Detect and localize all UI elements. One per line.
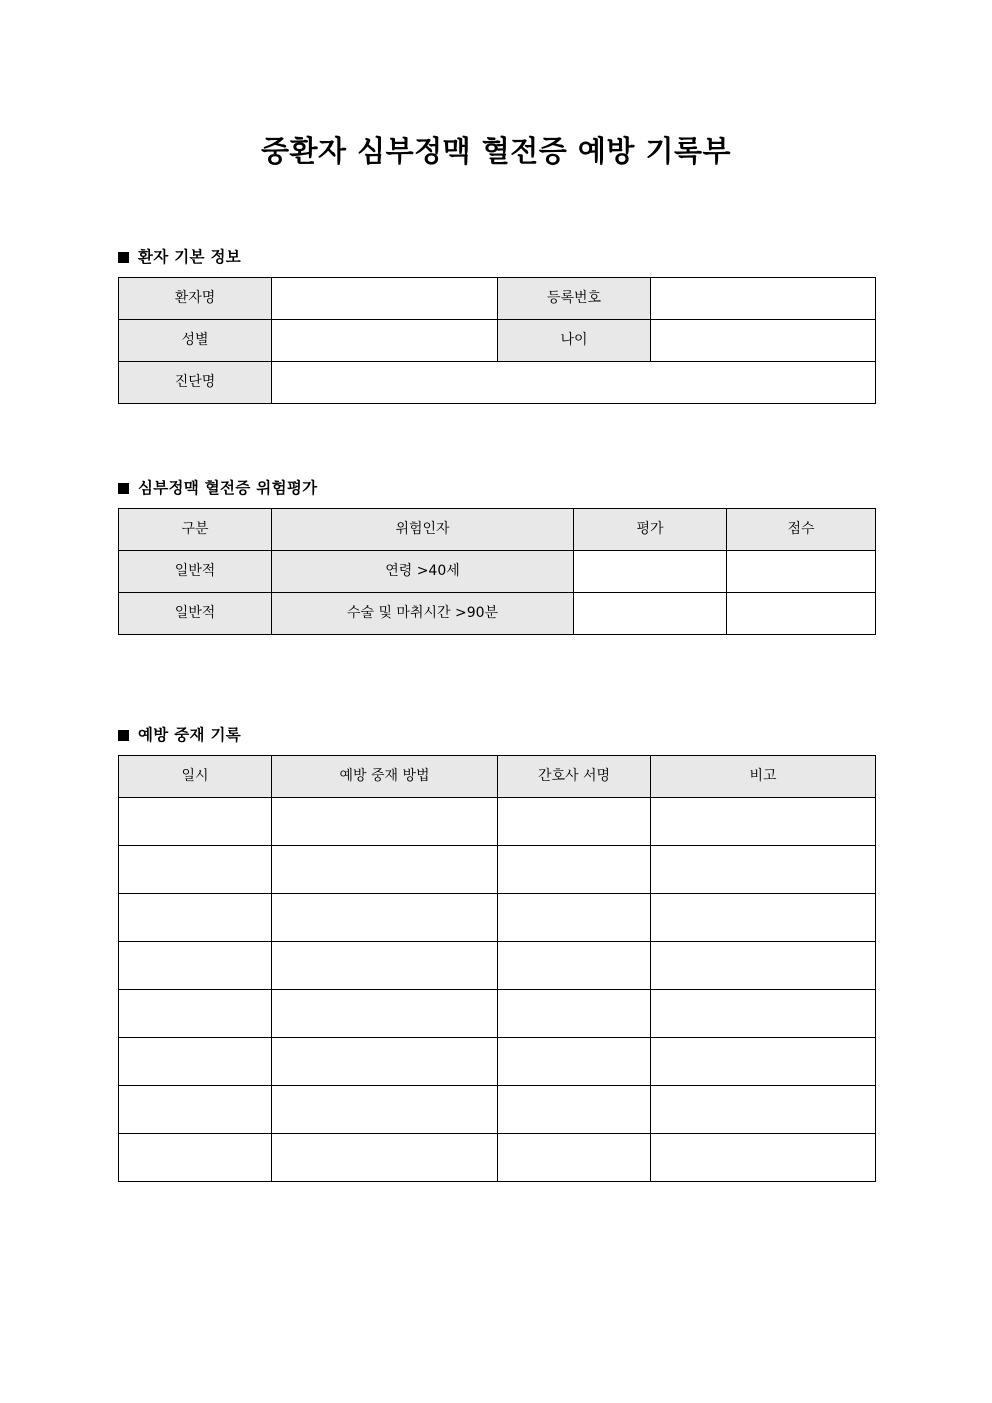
cell-method[interactable]: [272, 989, 498, 1037]
cell-datetime[interactable]: [119, 1037, 272, 1085]
column-header-evaluation: 평가: [574, 508, 727, 550]
cell-method[interactable]: [272, 1037, 498, 1085]
cell-note[interactable]: [651, 893, 876, 941]
section-heading-intervention-record: [118, 726, 878, 745]
section-patient-info: [118, 248, 878, 404]
cell-datetime[interactable]: [119, 797, 272, 845]
field-label-gender: 성별: [119, 319, 272, 361]
cell-note[interactable]: [651, 845, 876, 893]
cell-risk-factor: 수술 및 마취시간 >90분: [272, 592, 574, 634]
section-heading-label: 환자 기본 정보: [138, 248, 242, 266]
cell-nurse-signature[interactable]: [498, 797, 651, 845]
table-row: [119, 1133, 876, 1181]
field-value-age[interactable]: [651, 319, 876, 361]
table-row: [119, 550, 876, 592]
section-intervention-record: [118, 726, 878, 1182]
cell-datetime[interactable]: [119, 989, 272, 1037]
page-title: 중환자 심부정맥 혈전증 예방 기록부: [260, 134, 732, 168]
field-value-registration-number[interactable]: [651, 277, 876, 319]
field-value-gender[interactable]: [272, 319, 498, 361]
cell-datetime[interactable]: [119, 941, 272, 989]
column-header-risk-factor: 위험인자: [272, 508, 574, 550]
cell-nurse-signature[interactable]: [498, 1085, 651, 1133]
table-row: [119, 277, 876, 319]
cell-method[interactable]: [272, 797, 498, 845]
field-value-patient-name[interactable]: [272, 277, 498, 319]
black-square-icon: [118, 730, 129, 741]
cell-datetime[interactable]: [119, 845, 272, 893]
cell-datetime[interactable]: [119, 893, 272, 941]
cell-nurse-signature[interactable]: [498, 941, 651, 989]
cell-nurse-signature[interactable]: [498, 845, 651, 893]
field-label-registration-number: 등록번호: [498, 277, 651, 319]
table-row: [119, 1037, 876, 1085]
section-heading-label: 심부정맥 혈전증 위험평가: [138, 479, 318, 497]
cell-datetime[interactable]: [119, 1133, 272, 1181]
table-row: [119, 592, 876, 634]
cell-nurse-signature[interactable]: [498, 989, 651, 1037]
section-heading-label: 예방 중재 기록: [138, 726, 242, 744]
cell-risk-factor: 연령 >40세: [272, 550, 574, 592]
black-square-icon: [118, 252, 129, 263]
column-header-score: 점수: [727, 508, 876, 550]
cell-note[interactable]: [651, 797, 876, 845]
section-heading-patient-info: [118, 248, 878, 267]
black-square-icon: [118, 483, 129, 494]
cell-method[interactable]: [272, 941, 498, 989]
cell-datetime[interactable]: [119, 1085, 272, 1133]
cell-method[interactable]: [272, 1085, 498, 1133]
section-risk-assessment: [118, 479, 878, 635]
column-header-category: 구분: [119, 508, 272, 550]
table-row: [119, 989, 876, 1037]
field-label-patient-name: 환자명: [119, 277, 272, 319]
cell-evaluation[interactable]: [574, 592, 727, 634]
field-value-diagnosis[interactable]: [272, 361, 876, 403]
table-row: [119, 797, 876, 845]
table-row: [119, 361, 876, 403]
patient-info-table: [118, 277, 876, 404]
cell-note[interactable]: [651, 1037, 876, 1085]
cell-note[interactable]: [651, 1085, 876, 1133]
cell-method[interactable]: [272, 893, 498, 941]
column-header-nurse-signature: 간호사 서명: [498, 755, 651, 797]
cell-nurse-signature[interactable]: [498, 893, 651, 941]
cell-nurse-signature[interactable]: [498, 1037, 651, 1085]
table-row: [119, 893, 876, 941]
cell-method[interactable]: [272, 1133, 498, 1181]
field-label-diagnosis: 진단명: [119, 361, 272, 403]
intervention-record-table: [118, 755, 876, 1182]
cell-category: 일반적: [119, 550, 272, 592]
field-label-age: 나이: [498, 319, 651, 361]
table-row: [119, 941, 876, 989]
cell-score[interactable]: [727, 550, 876, 592]
cell-category: 일반적: [119, 592, 272, 634]
table-row: [119, 319, 876, 361]
risk-assessment-table: [118, 508, 876, 635]
cell-note[interactable]: [651, 989, 876, 1037]
intervention-rows-body: [119, 797, 876, 1181]
column-header-datetime: 일시: [119, 755, 272, 797]
table-header-row: [119, 755, 876, 797]
table-header-row: [119, 508, 876, 550]
cell-note[interactable]: [651, 941, 876, 989]
cell-nurse-signature[interactable]: [498, 1133, 651, 1181]
cell-evaluation[interactable]: [574, 550, 727, 592]
table-row: [119, 845, 876, 893]
column-header-note: 비고: [651, 755, 876, 797]
section-heading-risk-assessment: [118, 479, 878, 498]
table-row: [119, 1085, 876, 1133]
cell-note[interactable]: [651, 1133, 876, 1181]
cell-score[interactable]: [727, 592, 876, 634]
cell-method[interactable]: [272, 845, 498, 893]
column-header-method: 예방 중재 방법: [272, 755, 498, 797]
